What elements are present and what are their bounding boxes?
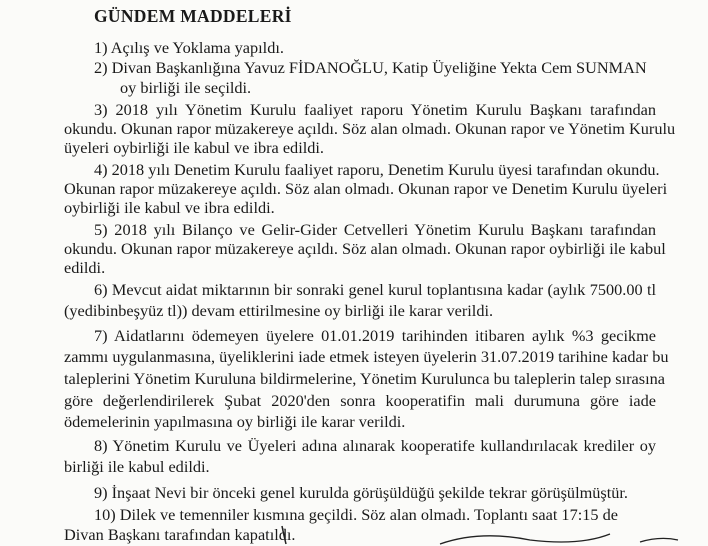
agenda-item-7-cont-3: göre değerlendirilerek Şubat 2020'den sonra kooperatifin mali durumuna göre iade (64, 391, 656, 410)
agenda-item-2-cont: oy birliği ile seçildi. (120, 78, 252, 97)
agenda-item-4-cont-2: oybirliği ile kabul ve ibra edildi. (64, 198, 275, 217)
agenda-item-2: 2) Divan Başkanlığına Yavuz FİDANOĞLU, Katip Üyeliğine Yekta Cem SUNMAN (94, 58, 647, 77)
agenda-item-4: 4) 2018 yılı Denetim Kurulu faaliyet raporu, Denetim Kurulu üyesi tarafından okundu. (94, 160, 660, 179)
agenda-item-3: 3) 2018 yılı Yönetim Kurulu faaliyet raporu Yönetim Kurulu Başkanı tarafından (94, 100, 656, 119)
agenda-item-5-cont-1: okundu. Okunan rapor müzakereye açıldı. Söz alan olmadı. Okunan rapor oybirliği ile kabul (64, 239, 666, 258)
agenda-item-6: 6) Mevcut aidat miktarının bir sonraki genel kurul toplantısına kadar (aylık 7500.00 tl (94, 280, 656, 299)
agenda-item-10-cont: Divan Başkanı tarafından kapatıldı. (64, 525, 296, 544)
agenda-item-7-cont-4: ödemelerinin yapılmasına oy birliği ile karar verildi. (64, 412, 406, 431)
agenda-item-3-cont-1: okundu. Okunan rapor müzakereye açıldı. Söz alan olmadı. Okunan rapor ve Yönetim Kurulu (64, 119, 676, 138)
agenda-item-1: 1) Açılış ve Yoklama yapıldı. (94, 38, 284, 57)
agenda-item-7: 7) Aidatlarını ödemeyen üyelere 01.01.2019 tarihinden itibaren aylık %3 gecikme (94, 326, 656, 345)
agenda-item-8-cont: birliği ile kabul edildi. (64, 457, 210, 476)
agenda-item-6-cont: (yedibinbeşyüz tl)) devam ettirilmesine oy birliği ile karar verildi. (64, 301, 494, 320)
agenda-item-9: 9) İnşaat Nevi bir önceki genel kurulda görüşüldüğü şekilde tekrar görüşülmüştür. (94, 483, 628, 502)
agenda-item-5-cont-2: edildi. (64, 258, 106, 277)
signature-marks (280, 522, 680, 546)
agenda-item-3-cont-2: üyeleri oybirliği ile kabul ve ibra edildi. (64, 138, 324, 157)
agenda-item-8: 8) Yönetim Kurulu ve Üyeleri adına alınarak kooperatife kullandırılacak krediler oy (94, 436, 656, 455)
agenda-item-5: 5) 2018 yılı Bilanço ve Gelir-Gider Cetvelleri Yönetim Kurulu Başkanı tarafından (94, 220, 656, 239)
agenda-item-7-cont-2: taleplerini Yönetim Kuruluna bildirmelerine, Yönetim Kurulunca bu taleplerin talep sırasına (64, 369, 666, 388)
agenda-item-7-cont-1: zammı uygulanmasına, üyeliklerini iade etmek isteyen üyelerin 31.07.2019 tarihine kadar bu (64, 347, 669, 366)
agenda-item-4-cont-1: Okunan rapor müzakereye açıldı. Söz alan olmadı. Okunan rapor ve Denetim Kurulu üyeleri (64, 179, 668, 198)
agenda-heading: GÜNDEM MADDELERİ (94, 6, 292, 26)
agenda-item-10: 10) Dilek ve temenniler kısmına geçildi. Söz alan olmadı. Toplantı saat 17:15 de (94, 505, 618, 524)
